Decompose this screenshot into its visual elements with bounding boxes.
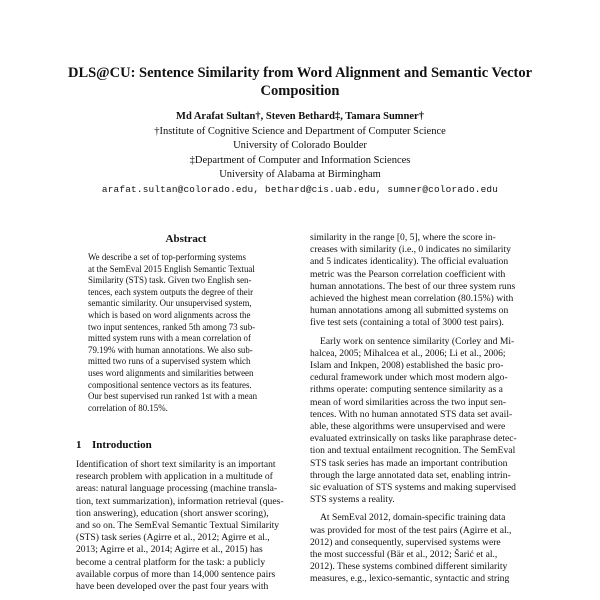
section-title: Introduction <box>92 439 152 451</box>
body-line: have been developed over the past four years with <box>76 581 269 593</box>
body-line: STS task series has made an important contribution <box>310 457 508 469</box>
affiliation-2-line-1: ‡Department of Computer and Information Sciences <box>189 154 411 166</box>
body-line: five test sets (containing a total of 3000 test pairs). <box>310 317 504 329</box>
body-line: metric was the Pearson correlation coefficient with <box>310 268 506 280</box>
body-line: the most successful (Bär et al., 2012; Šarić et al., <box>310 549 498 561</box>
body-line: human annotations. The best of our three system runs <box>310 280 516 292</box>
body-line: achieved the highest mean correlation (80.15%) with <box>310 293 514 305</box>
abstract-line: two input sentences, ranked 5th among 73 sub- <box>88 321 256 332</box>
abstract-body <box>88 252 284 414</box>
abstract-line: tences, each system outputs the degree of their <box>88 286 254 297</box>
body-line: tion answering), education (short answer scoring), <box>76 507 269 519</box>
body-line: 2012) and consequently, supervised systems were <box>310 536 501 548</box>
body-line: creases with similarity (i.e., 0 indicates no similarity <box>310 244 511 256</box>
body-line: mean of word similarities across the two input sen- <box>310 396 507 408</box>
author-names: Md Arafat Sultan†, Steven Bethard‡, Tamara Sumner† <box>176 111 424 122</box>
section-number: 1 <box>76 439 82 451</box>
introduction-body <box>76 459 296 593</box>
abstract-line: which is based on word alignments across the <box>88 309 251 320</box>
title-line-2: Composition <box>260 83 340 99</box>
body-line: Islam and Inkpen, 2008) established the basic pro- <box>310 360 504 372</box>
abstract-line: mitted two runs of a supervised system which <box>88 356 251 367</box>
abstract-line: 79.19% with human annotations. We also sub- <box>88 344 253 355</box>
body-line: cedural framework under which most modern algo- <box>310 372 508 384</box>
body-line: 2012). These systems combined different similarity <box>310 561 508 573</box>
body-line: rithms operate: computing sentence similarity as a <box>310 384 503 396</box>
body-line: research problem with application in a multitude of <box>76 471 273 483</box>
body-line: sic evaluation of STS systems and making supervised <box>310 482 516 494</box>
body-line: STS systems a reality. <box>310 494 395 506</box>
body-line: Identification of short text similarity is an important <box>76 459 276 470</box>
abstract-heading: Abstract <box>165 233 207 245</box>
introduction-heading <box>76 438 152 452</box>
body-line: become a central platform for the task: a publicly <box>76 556 266 568</box>
body-line: through the large annotated data set, enabling intrin- <box>310 469 511 481</box>
body-line: and so on. The SemEval Semantic Textual Similarity <box>76 520 280 532</box>
body-line: human annotations among all submitted systems on <box>310 305 509 317</box>
affiliation-2-line-2: University of Alabama at Birmingham <box>219 169 381 180</box>
body-line: evaluated extrinsically on tasks like paraphrase detec- <box>310 433 517 445</box>
abstract-line: mitted system runs with a mean correlation of <box>88 333 251 344</box>
body-line: able, these algorithms were unsupervised and were <box>310 421 506 433</box>
left-column <box>76 232 296 414</box>
body-line: tences. With no human annotated STS data set avail- <box>310 408 513 420</box>
author-emails: arafat.sultan@colorado.edu, bethard@cis.uab.edu, sumner@colorado.edu <box>101 183 499 195</box>
abstract-line: Similarity (STS) task. Given two English sen- <box>88 275 252 286</box>
abstract-line: semantic similarity. Our unsupervised system, <box>88 298 252 309</box>
affiliation-1-line-2: University of Colorado Boulder <box>233 140 367 151</box>
abstract-line: We describe a set of top-performing systems <box>88 252 247 262</box>
paragraph-2 <box>310 336 530 507</box>
body-line: halcea, 2005; Mihalcea et al., 2006; Li et al., 2006; <box>310 347 506 359</box>
body-line: measures, e.g., lexico-semantic, syntactic and string <box>310 573 510 585</box>
affiliation-1-line-1: †Institute of Cognitive Science and Department of Computer Science <box>154 125 446 137</box>
body-line: similarity in the range [0, 5], where the score in- <box>310 232 496 243</box>
body-line: was provided for most of the test pairs (Agirre et al., <box>310 524 512 536</box>
title-line-1: DLS@CU: Sentence Similarity from Word Alignment and Semantic Vector <box>67 65 533 81</box>
body-line: tion, text summarization), information retrieval (ques- <box>76 495 284 507</box>
body-line: 2013; Agirre et al., 2014; Agirre et al., 2015) has <box>76 544 263 556</box>
body-line: available corpus of more than 14,000 sentence pairs <box>76 568 276 580</box>
paragraph-1 <box>310 232 530 330</box>
paper-title <box>60 64 540 100</box>
abstract-line: uses word alignments and similarities between <box>88 367 254 378</box>
body-line: areas: natural language processing (machine transla- <box>76 483 278 495</box>
author-block <box>60 110 540 197</box>
abstract-line: Our best supervised run ranked 1st with a mean <box>88 391 258 402</box>
body-line: (STS) task series (Agirre et al., 2012; Agirre et al., <box>76 532 270 544</box>
body-line: Early work on sentence similarity (Corley and Mi- <box>320 335 515 347</box>
body-line: tion and textual entailment recognition. The SemEval <box>310 445 516 457</box>
right-column <box>310 232 530 586</box>
body-line: and 5 indicates identicality). The official evaluation <box>310 256 509 268</box>
body-line: At SemEval 2012, domain-specific training data <box>320 512 506 524</box>
abstract-line: correlation of 80.15%. <box>88 402 168 413</box>
abstract-line: compositional sentence vectors as its features. <box>88 379 252 390</box>
paragraph-3 <box>310 512 530 585</box>
abstract-line: at the SemEval 2015 English Semantic Textual <box>88 263 255 274</box>
